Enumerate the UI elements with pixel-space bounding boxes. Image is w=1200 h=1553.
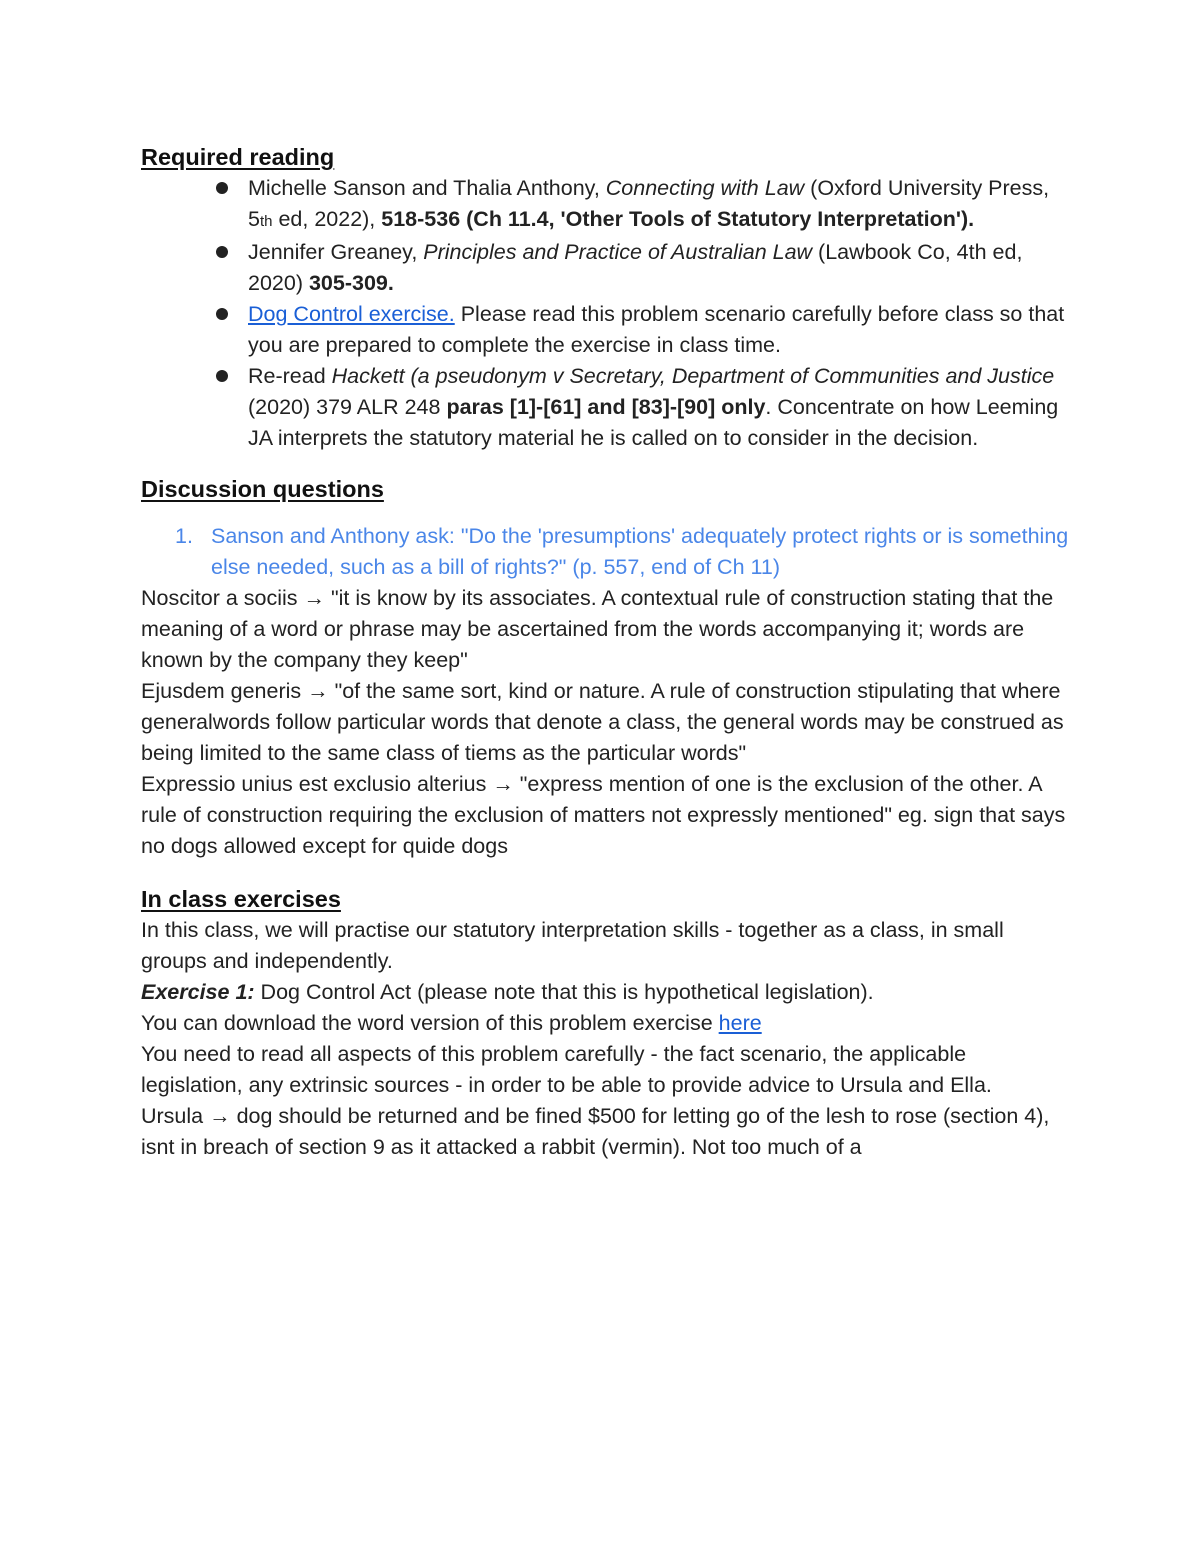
reading-text: . Concentrate on how Leeming JA interprets the statutory material he is called on to consider in the decision. (248, 395, 1059, 450)
edition-suffix: th (259, 213, 273, 230)
discussion-questions-list (141, 521, 1070, 583)
note-expressio: Expressio unius est exclusio alterius → "express mention of one is the exclusion of the other. A rule of construction requiring the exclusion of matters not expressly mentioned" eg. sign that says no dogs allowed except for quide dogs (141, 772, 1066, 858)
download-text: You can download the word version of this problem exercise (141, 1011, 719, 1035)
case-title: Hackett (a pseudonym v Secretary, Department of Communities and Justice (331, 364, 1055, 388)
ursula-note: Ursula → dog should be returned and be fined $500 for letting go of the lesh to rose (section 4), isnt in breach of section 9 as it attacked a rabbit (vermin). Not too much of a (141, 1104, 1050, 1159)
exercise-label: Exercise 1: (141, 980, 255, 1004)
list-item (248, 173, 1070, 237)
bullet-icon (216, 246, 228, 258)
reading-text: Re-read (248, 364, 332, 388)
class-intro: In this class, we will practise our statutory interpretation skills - together as a class, in small groups and independently. (141, 918, 1004, 973)
list-item (248, 299, 1070, 361)
reading-pages: paras [1]-[61] and [83]-[90] only (446, 395, 766, 419)
reading-text: Jennifer Greaney, (248, 240, 424, 264)
book-title: Connecting with Law (605, 176, 805, 200)
reading-text: (Oxford University Press, 5 (248, 176, 1050, 231)
discussion-questions-heading: Discussion questions (141, 476, 384, 502)
reading-text: Michelle Sanson and Thalia Anthony, (248, 176, 606, 200)
exercise-text: Dog Control Act (please note that this is hypothetical legislation). (254, 980, 874, 1004)
bullet-icon (216, 182, 228, 194)
exercise-1 (141, 977, 1070, 1008)
dog-control-exercise-link[interactable]: Dog Control exercise. (248, 302, 455, 326)
download-here-link[interactable]: here (718, 1011, 762, 1035)
question-item (175, 521, 1070, 583)
reading-text: (Lawbook Co, 4th ed, 2020) (248, 240, 1023, 295)
reading-text: ed, 2022), (272, 207, 382, 231)
bullet-icon (216, 308, 228, 320)
note-ejusdem: Ejusdem generis → "of the same sort, kind or nature. A rule of construction stipulating that where generalwords follow particular words that denote a class, the general words may be construed as being limited to the same class of tiems as the particular words" (141, 679, 1064, 765)
required-reading-heading: Required reading (141, 144, 335, 170)
question-number: 1. (175, 524, 193, 548)
required-reading-list (141, 173, 1070, 454)
download-paragraph (141, 1008, 1070, 1039)
question-text: Sanson and Anthony ask: "Do the 'presumptions' adequately protect rights or is something else needed, such as a bill of rights?" (p. 557, end of Ch 11) (211, 524, 1069, 579)
list-item (248, 361, 1070, 454)
reading-text: Please read this problem scenario carefully before class so that you are prepared to complete the exercise in class time. (248, 302, 1065, 357)
book-title: Principles and Practice of Australian Law (423, 240, 813, 264)
list-item (248, 237, 1070, 299)
reading-pages: 305-309. (308, 271, 394, 295)
reading-text: (2020) 379 ALR 248 (248, 395, 447, 419)
in-class-exercises-heading: In class exercises (141, 886, 341, 912)
read-instructions: You need to read all aspects of this problem carefully - the fact scenario, the applicable legislation, any extrinsic sources - in order to be able to provide advice to Ursula and Ella. (141, 1042, 992, 1097)
reading-pages: 518-536 (Ch 11.4, 'Other Tools of Statutory Interpretation'). (381, 207, 975, 231)
bullet-icon (216, 370, 228, 382)
note-noscitor: Noscitor a sociis → "it is know by its associates. A contextual rule of construction stating that the meaning of a word or phrase may be ascertained from the words accompanying it; words are known by the company they keep" (141, 586, 1054, 672)
